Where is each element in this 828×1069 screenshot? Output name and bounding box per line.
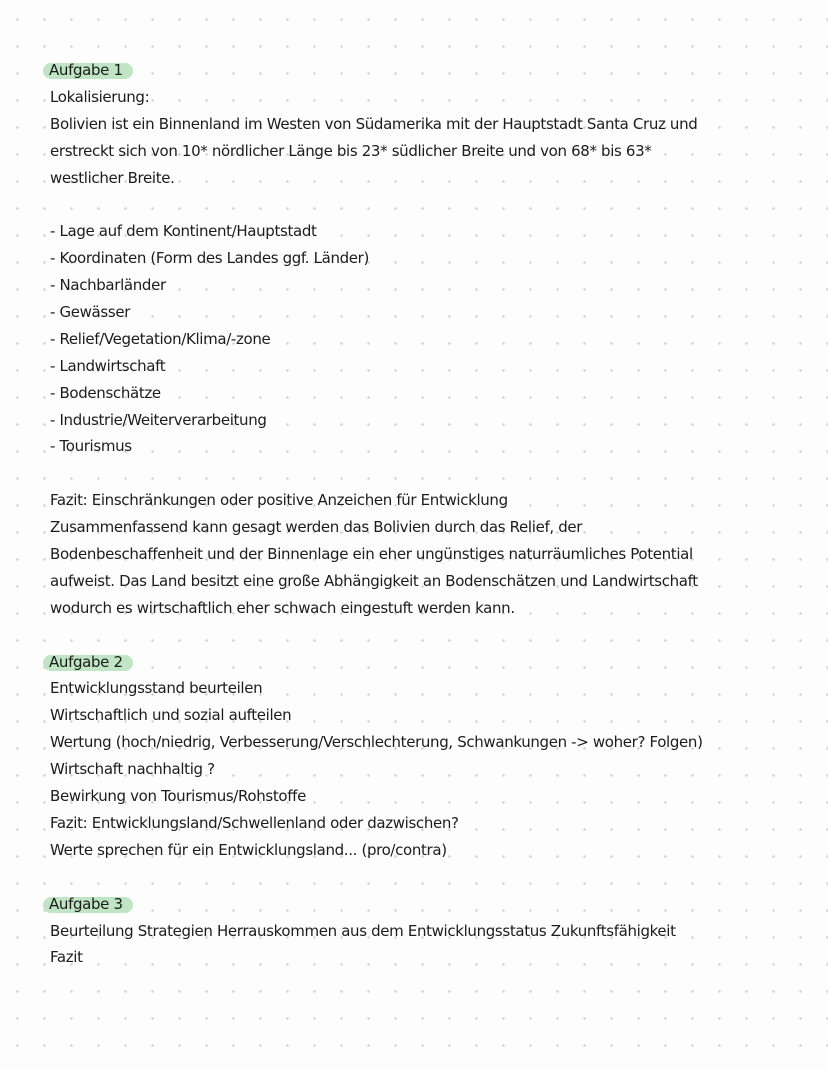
list-item: - Tourismus [50,437,132,456]
lokalisierung-label: Lokalisierung: [50,87,150,106]
text-line: westlicher Breite. [50,168,175,187]
list-item: - Relief/Vegetation/Klima/-zone [50,329,271,348]
aufgabe-1-section [50,57,790,622]
blank-line [50,460,790,487]
text-line: Entwicklungsstand beurteilen [50,679,263,698]
text-line: wodurch es wirtschaftlich eher schwach eingestuft werden kann. [50,598,515,617]
list-item: - Lage auf dem Kontinent/Hauptstadt [50,222,317,241]
blank-line [50,622,790,649]
list-item: - Bodenschätze [50,383,161,402]
fazit-title: Fazit: Einschränkungen oder positive Anzeichen für Entwicklung [50,491,508,510]
checklist [50,218,790,460]
list-item: - Landwirtschaft [50,356,166,375]
notes-content [50,57,790,971]
text-line: aufweist. Das Land besitzt eine große Abhängigkeit an Bodenschätzen und Landwirtschaft [50,571,698,590]
blank-line [50,864,790,891]
blank-line [50,191,790,218]
text-line: Beurteilung Strategien Herrauskommen aus dem Entwicklungsstatus Zukunftsfähigkeit [50,921,676,940]
aufgabe-2-heading: Aufgabe 2 [47,649,127,676]
text-line: Bodenbeschaffenheit und der Binnenlage ein eher ungünstiges naturräumliches Potential [50,545,693,564]
text-line: Wirtschaftlich und sozial aufteilen [50,706,292,725]
list-item: - Industrie/Weiterverarbeitung [50,410,267,429]
fazit-paragraph [50,487,790,621]
text-line: Wertung (hoch/niedrig, Verbesserung/Verschlechterung, Schwankungen -> woher? Folgen) [50,733,703,752]
text-line: Bolivien ist ein Binnenland im Westen von Südamerika mit der Hauptstadt Santa Cruz und [50,114,698,133]
text-line: Bewirkung von Tourismus/Rohstoffe [50,787,306,806]
text-line: erstreckt sich von 10* nördlicher Länge bis 23* südlicher Breite und von 68* bis 63* [50,141,652,160]
list-item: - Koordinaten (Form des Landes ggf. Länder) [50,249,369,268]
aufgabe-3-section [50,891,790,972]
list-item: - Gewässer [50,303,131,322]
aufgabe-2-section [50,649,790,864]
text-line: Wirtschaft nachhaltig ? [50,760,215,779]
text-line: Zusammenfassend kann gesagt werden das Bolivien durch das Relief, der [50,518,583,537]
aufgabe-3-heading: Aufgabe 3 [47,891,127,918]
text-line: Fazit: Entwicklungsland/Schwellenland oder dazwischen? [50,813,459,832]
text-line: Fazit [50,948,83,967]
aufgabe-1-heading: Aufgabe 1 [47,57,127,84]
list-item: - Nachbarländer [50,276,166,295]
text-line: Werte sprechen für ein Entwicklungsland... (pro/contra) [50,840,447,859]
